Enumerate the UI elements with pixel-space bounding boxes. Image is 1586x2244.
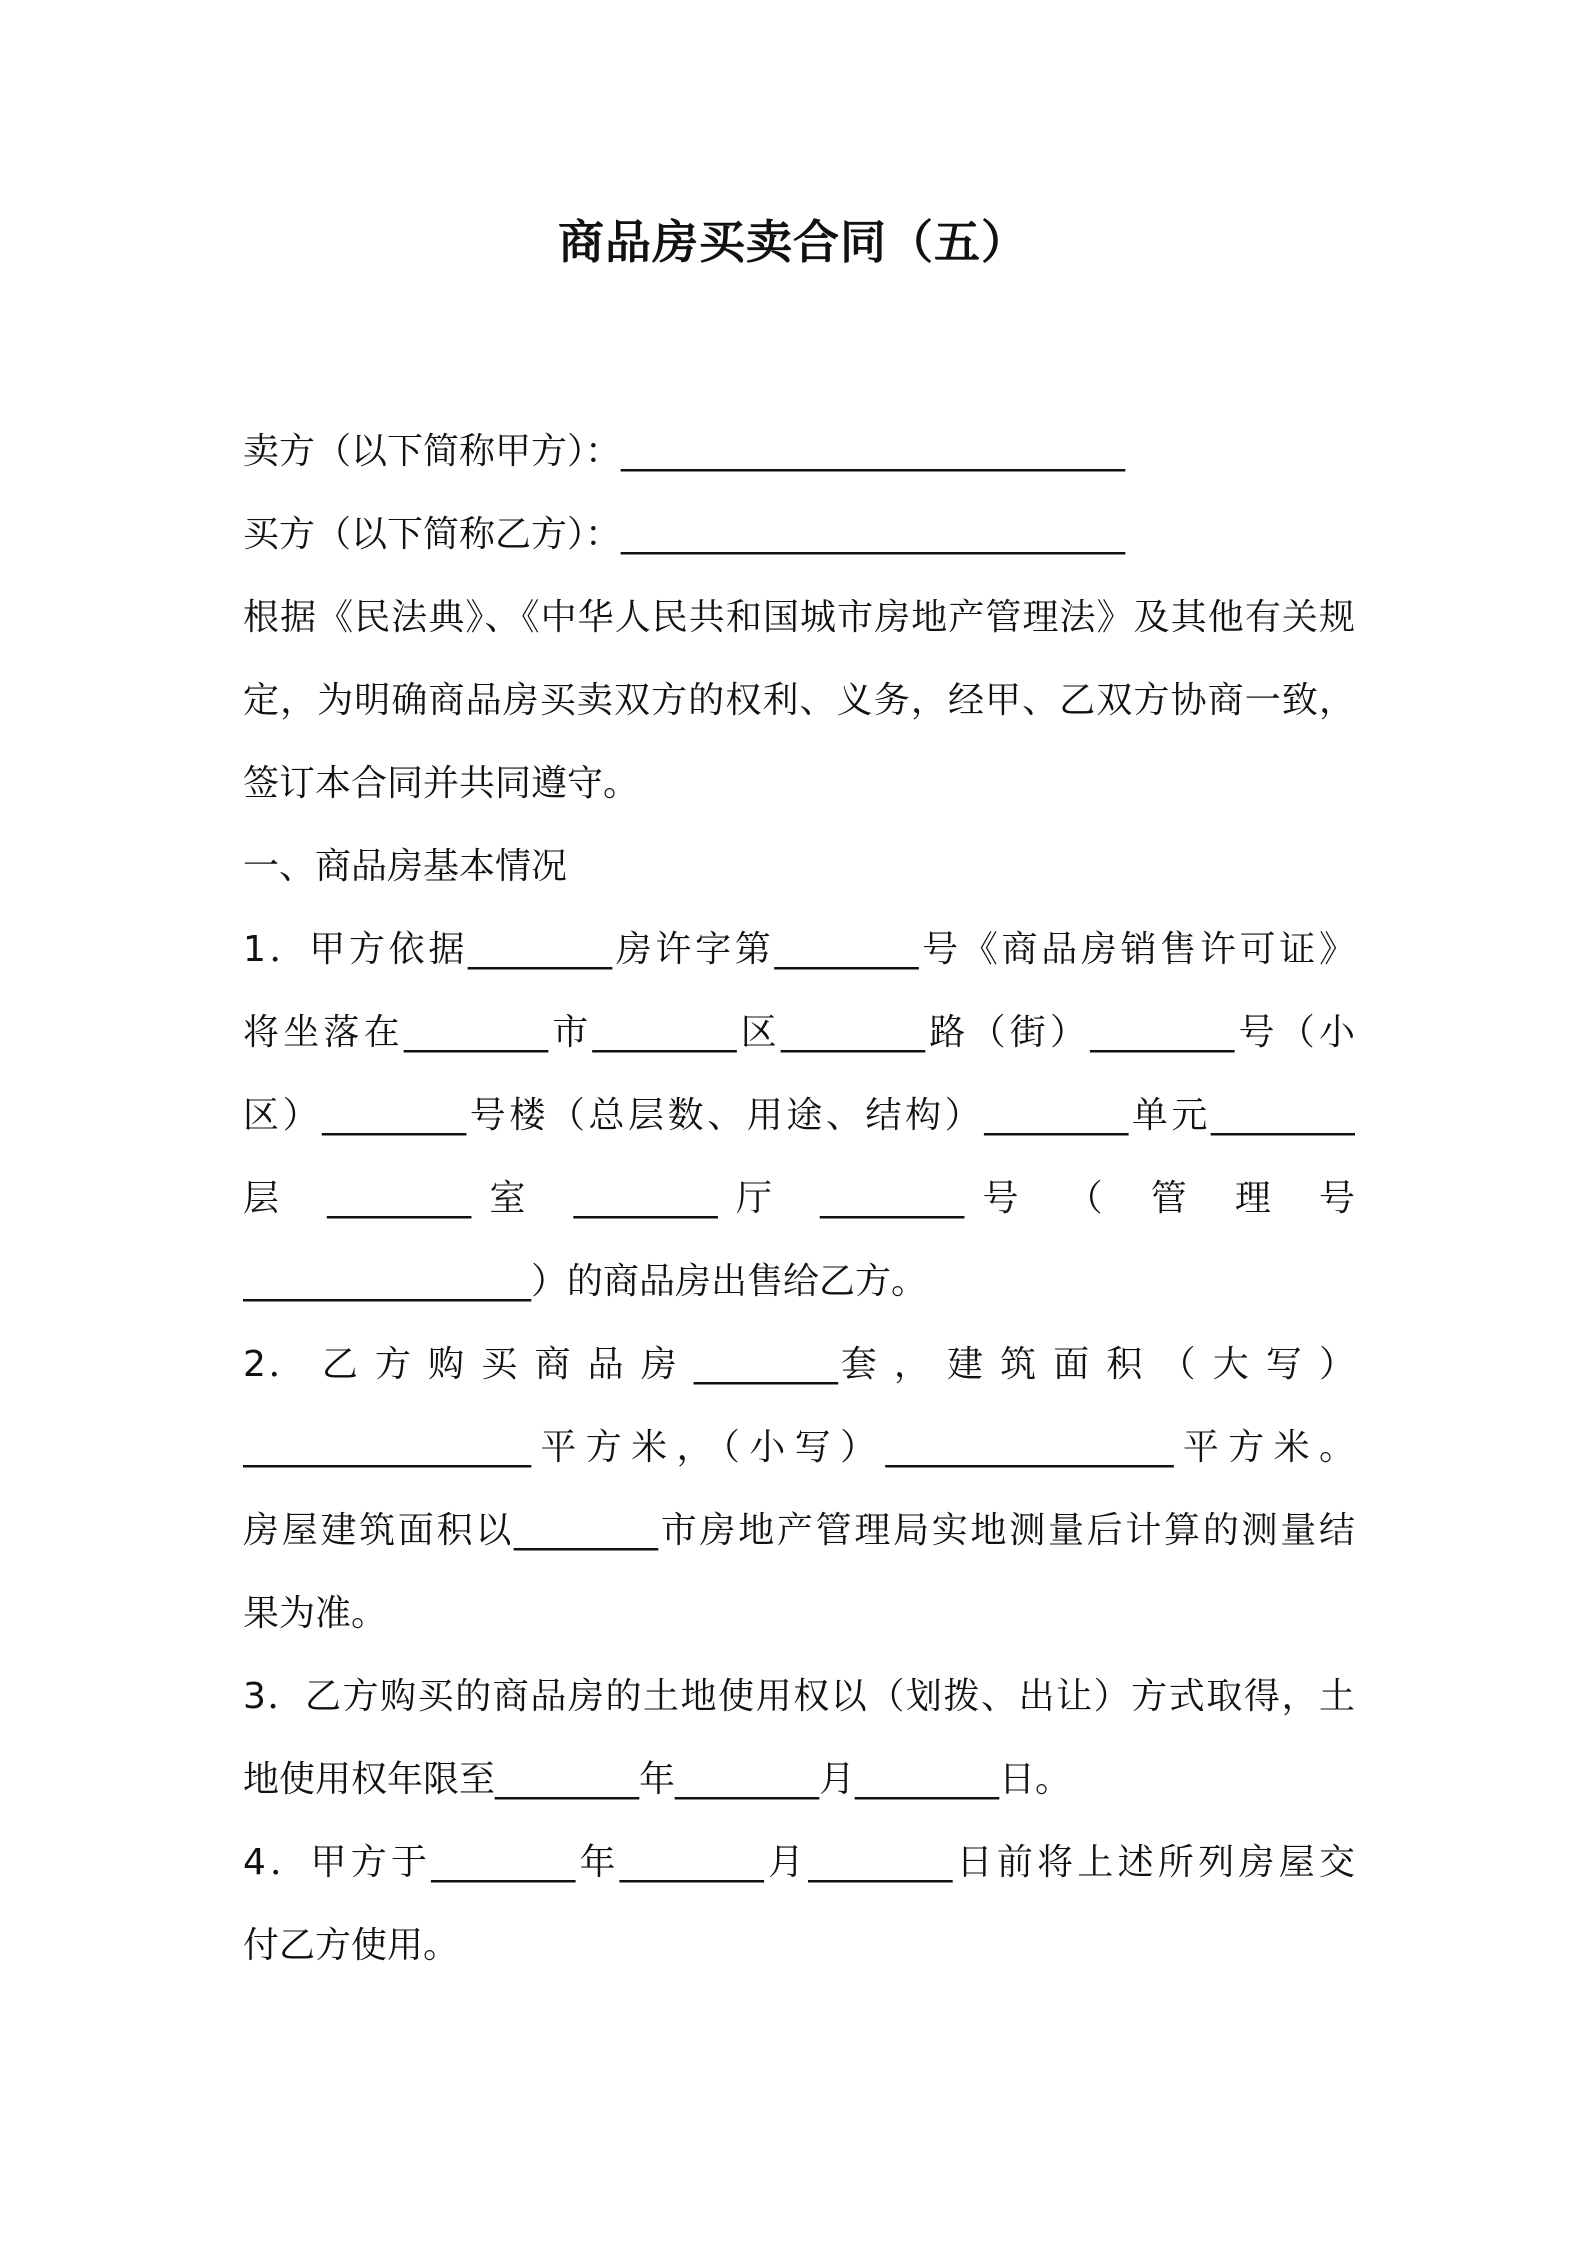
clause-4-line: 付乙方使用。 bbox=[243, 1925, 460, 1966]
clause-2-line: 2． 乙 方 购 买 商 品 房 ________套 ， 建 筑 面 积 （ 大 写 ） bbox=[243, 1344, 1355, 1385]
preamble-line: 根据《民法典》、《中华人民共和国城市房地产管理法》及其他有关规 bbox=[243, 597, 1355, 638]
clause-1-line: 区）________号楼（总层数、用途、结构）________单元________ bbox=[243, 1095, 1355, 1136]
clause-4-line: 4．甲方于________年________月________日前将上述所列房屋交 bbox=[243, 1842, 1355, 1883]
preamble-line: 签订本合同并共同遵守。 bbox=[243, 763, 640, 804]
clause-2-line: ________________平方米，（小写）________________平方米。 bbox=[243, 1427, 1355, 1468]
clause-3-line: 3．乙方购买的商品房的土地使用权以（划拨、出让）方式取得，土 bbox=[243, 1676, 1355, 1717]
clause-2-line: 房屋建筑面积以________市房地产管理局实地测量后计算的测量结 bbox=[243, 1510, 1355, 1551]
clause-2-line: 果为准。 bbox=[243, 1593, 388, 1634]
section-heading: 一、商品房基本情况 bbox=[243, 846, 568, 887]
clause-3-line: 地使用权年限至________年________月________日。 bbox=[243, 1759, 1072, 1800]
buyer-line: 买方（以下简称乙方）：____________________________ bbox=[243, 514, 1126, 555]
clause-1-line: 1．甲方依据________房许字第________号《商品房销售许可证》 bbox=[243, 929, 1355, 970]
clause-1-line: 将坐落在________市________区________路（街）________号（小 bbox=[243, 1012, 1355, 1053]
preamble-line: 定，为明确商品房买卖双方的权利、义务，经甲、乙双方协商一致， bbox=[243, 680, 1355, 721]
clause-1-line: 层 ________室 ________厅 ________号 （ 管 理 号 bbox=[243, 1178, 1355, 1219]
seller-line: 卖方（以下简称甲方）：____________________________ bbox=[243, 431, 1126, 472]
document-title: 商品房买卖合同（五） bbox=[558, 215, 1028, 269]
clause-1-line: ________________）的商品房出售给乙方。 bbox=[243, 1261, 928, 1302]
document-body bbox=[243, 410, 1355, 1987]
